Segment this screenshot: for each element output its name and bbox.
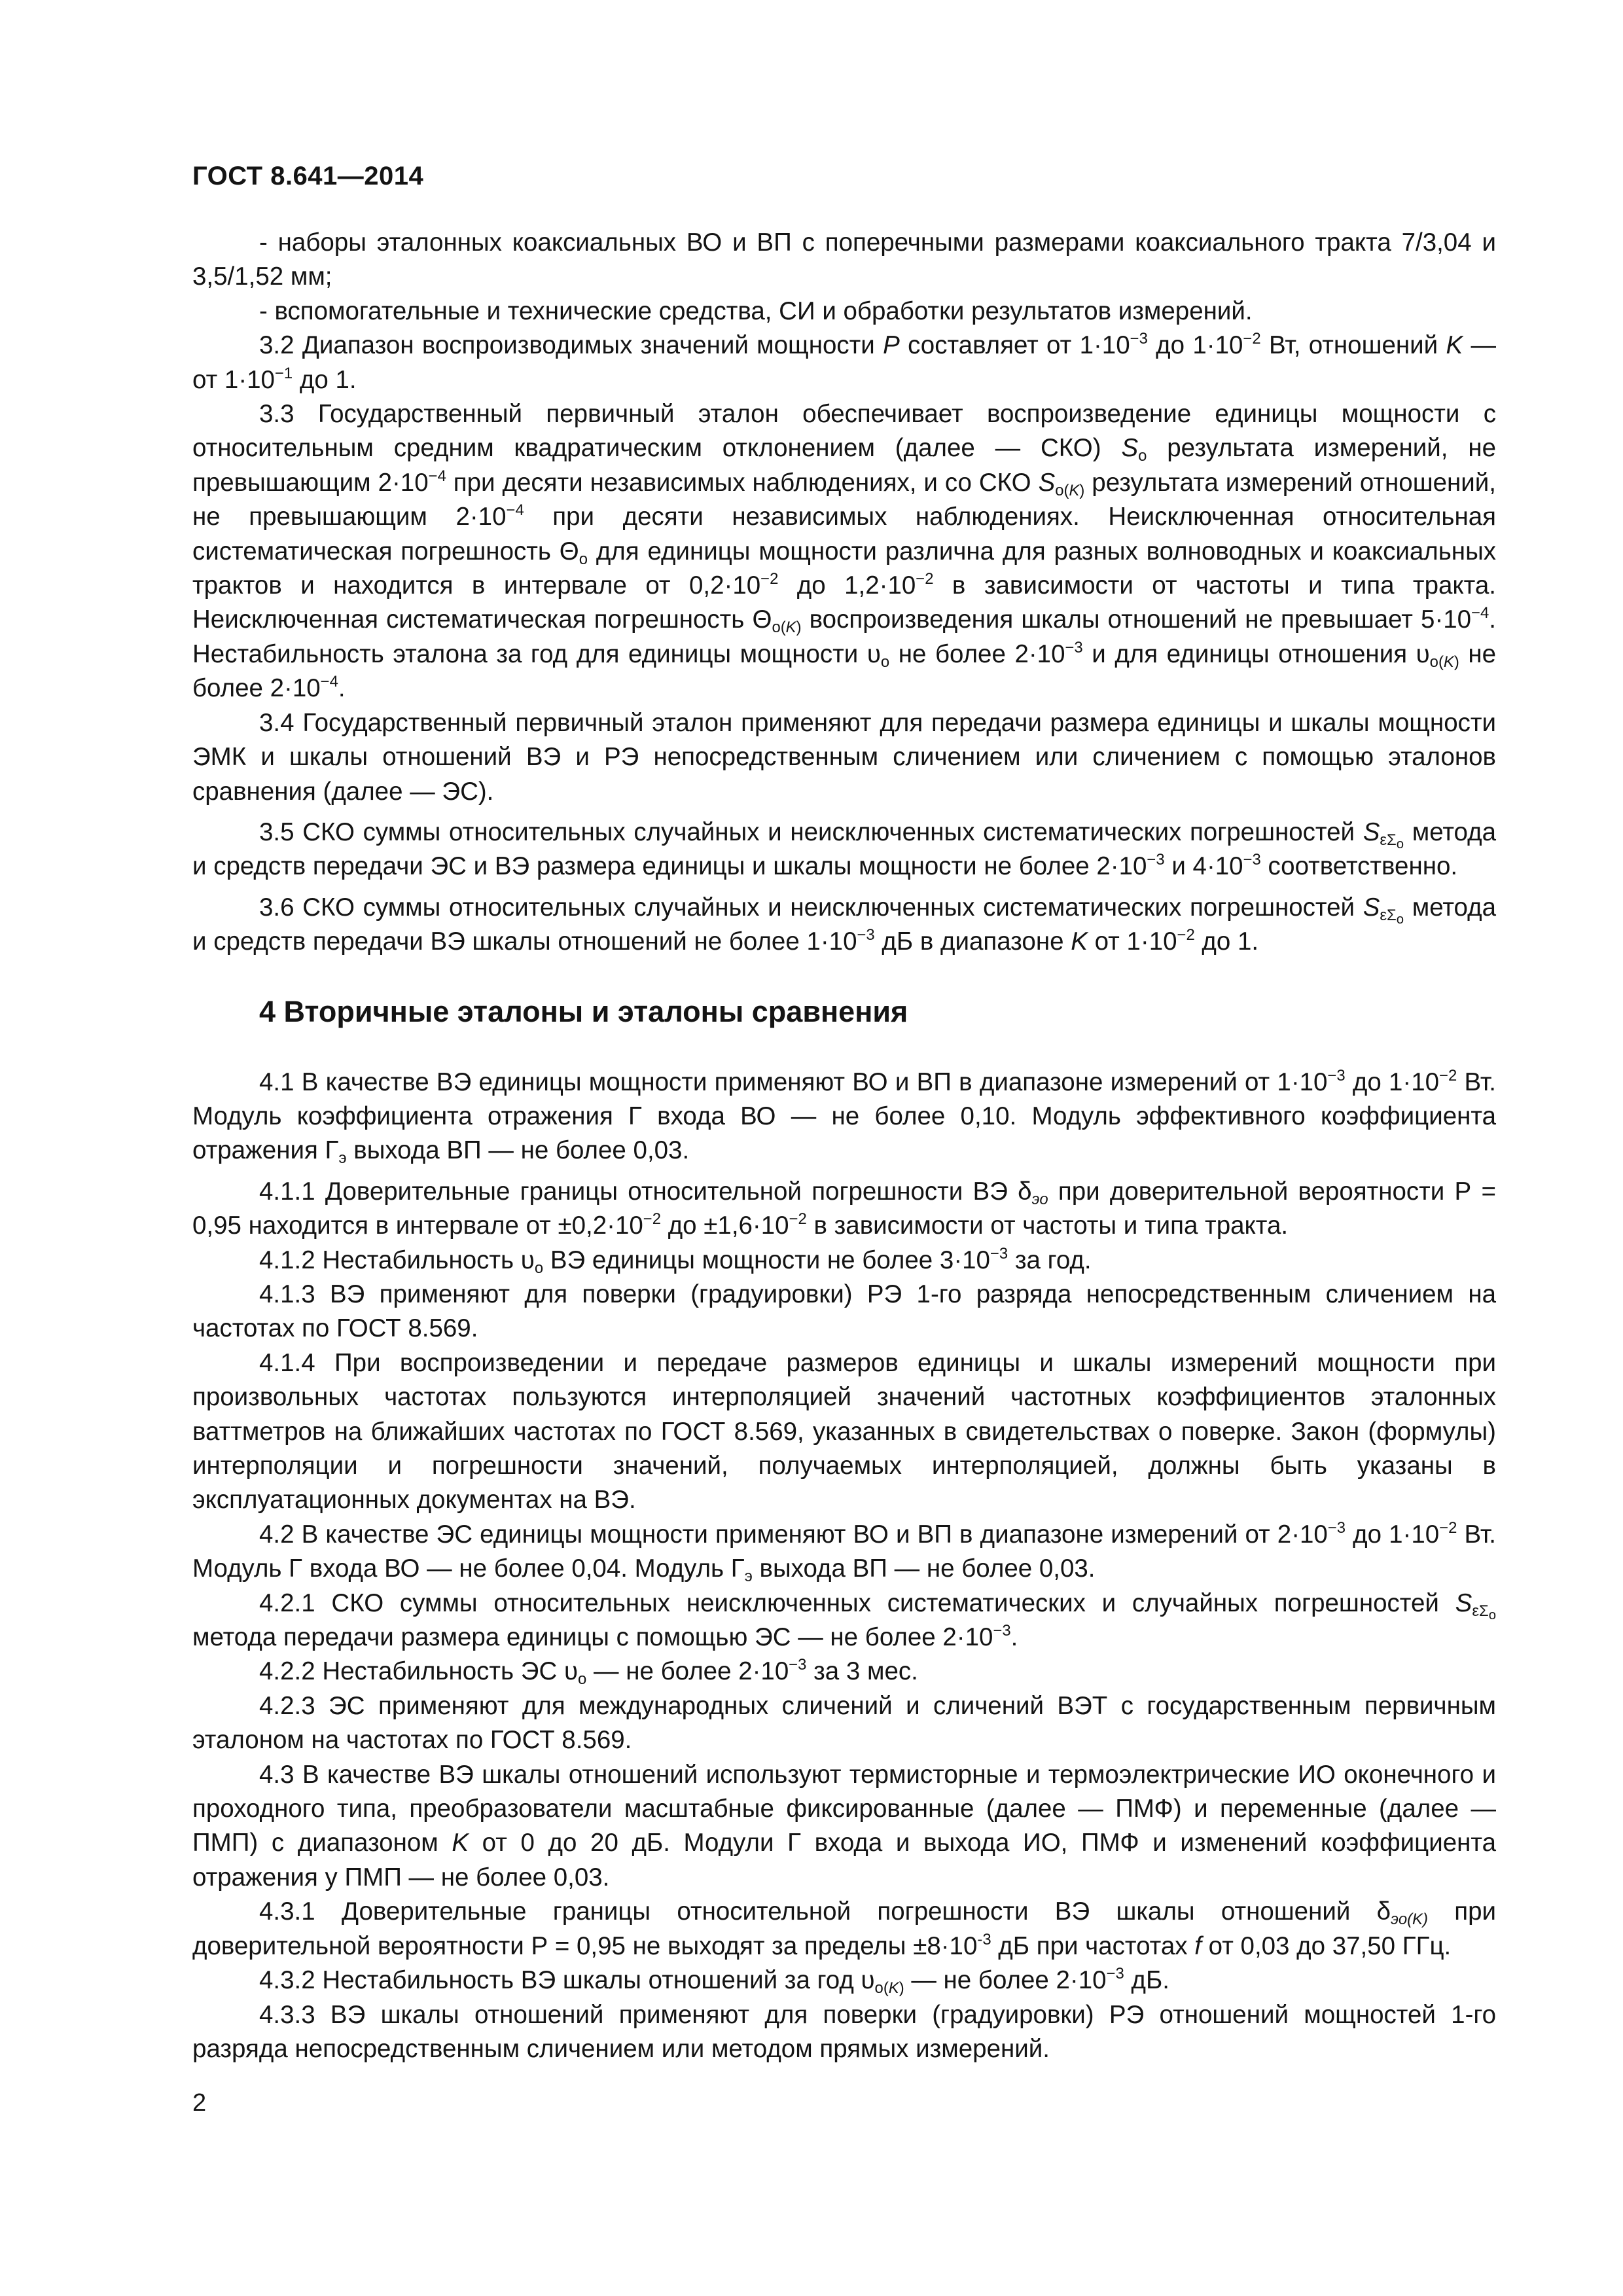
document-header: ГОСТ 8.641—2014: [192, 162, 424, 190]
section-4-heading: 4 Вторичные эталоны и эталоны сравнения: [259, 994, 908, 1028]
paragraph-p5: 3.4 Государственный первичный эталон применяют для передачи размера единицы и шкалы мощности ЭМК и шкалы отношений ВЭ и РЭ непосредственным сличением или сличением с помощью эталонов сравнения (далее — ЭС).: [192, 708, 1496, 806]
paragraph-p1: - наборы эталонных коаксиальных ВО и ВП с поперечными размерами коаксиального тракта 7/3,04 и 3,5/1,52 мм;: [192, 228, 1496, 291]
paragraph-q3: 4.1.2 Нестабильность $\upsilon_о$ ВЭ единицы мощности не более $3\cdot 10^{-3}$ за год.: [259, 1244, 1092, 1277]
paragraph-q13: 4.3.3 ВЭ шкалы отношений применяют для поверки (градуировки) РЭ отношений мощностей 1-го разряда непосредственным сличением или методом прямых измерений.: [192, 2000, 1496, 2063]
paragraph-p6: 3.5 СКО суммы относительных случайных и неисключенных систематических погрешностей $S_{\varepsilon\Sigma_о}$ метода и средств передачи ЭС и ВЭ размера единицы и шкалы мощности не более $2\cdot 10^{-3}$ и $4\cdot 10^{-3}$ соответственно.: [192, 817, 1496, 881]
paragraph-q9: 4.2.3 ЭС применяют для международных сличений и сличений ВЭТ с государственным первичным эталоном на частотах по ГОСТ 8.569.: [192, 1691, 1496, 1755]
section-4-body: [192, 1066, 1496, 2067]
document-body: [192, 226, 1496, 2066]
paragraph-q2: 4.1.1 Доверительные границы относительной погрешности ВЭ $\delta_{эо}$ при доверительной вероятности Р = 0,95 находится в интервале от $\pm 0,2\cdot 10^{-2}$ до $\pm 1,6\cdot 10^{-2}$ в зависимости от частоты и типа тракта.: [192, 1177, 1496, 1240]
paragraph-q12: 4.3.2 Нестабильность ВЭ шкалы отношений за год $\upsilon_{о(K)}$ — не более $2\cdot 10^{-3}$ дБ.: [259, 1965, 1169, 1998]
paragraph-q6: 4.2 В качестве ЭС единицы мощности применяют ВО и ВП в диапазоне измерений от $2\cdot 10^{-3}$ до $1\cdot 10^{-2}$ Вт. Модуль Г входа ВО — не более 0,04. Модуль $Г_э$ выхода ВП — не более 0,03.: [192, 1519, 1496, 1586]
paragraph-p7: 3.6 СКО суммы относительных случайных и неисключенных систематических погрешностей $S_{\varepsilon\Sigma_о}$ метода и средств передачи ВЭ шкалы отношений не более $1\cdot 10^{-3}$ дБ в диапазоне K от $1\cdot 10^{-2}$ до 1.: [192, 893, 1496, 956]
paragraph-q7: 4.2.1 СКО суммы относительных неисключенных систематических и случайных погрешностей $S_{\varepsilon\Sigma_о}$ метода передачи размера единицы с помощью ЭС — не более $2\cdot 10^{-3}$.: [192, 1588, 1496, 1652]
paragraph-p3: 3.2 Диапазон воспроизводимых значений мощности P составляет от $1\cdot 10^{-3}$ до $1\cdot 10^{-2}$ Вт, отношений K — от $1\cdot 10^{-1}$ до 1.: [192, 330, 1496, 394]
paragraph-p4: 3.3 Государственный первичный эталон обеспечивает воспроизведение единицы мощности с относительным средним квадратическим отклонением (далее — СКО) $S_о$ результата измерений, не превышающим $2\cdot 10^{-4}$ при десяти независимых наблюдениях, и со СКО $S_{о(K)}$ результата измерений отношений, не превышающим $2\cdot 10^{-4}$ при десяти независимых наблюдениях. Неисключенная относительная систематическая погрешность $\Theta_о$ для единицы мощности различна для разных волноводных и коаксиальных трактов и находится в интервале от $0,2\cdot 10^{-2}$ до $1,2\cdot 10^{-2}$ в зависимости от частоты и типа тракта. Неисключенная систематическая погрешность $\Theta_{о(K)}$ воспроизведения шкалы отношений не превышает $5\cdot 10^{-4}$. Нестабильность эталона за год для единицы мощности $\upsilon_о$ не более $2\cdot 10^{-3}$ и для единицы отношения $\upsilon_{о(K)}$ не более $2\cdot 10^{-4}$.: [192, 400, 1497, 703]
paragraph-q8: 4.2.2 Нестабильность ЭС $\upsilon_о$ — не более $2\cdot 10^{-3}$ за 3 мес.: [259, 1656, 918, 1689]
paragraph-q1: 4.1 В качестве ВЭ единицы мощности применяют ВО и ВП в диапазоне измерений от $1\cdot 10^{-3}$ до $1\cdot 10^{-2}$ Вт. Модуль коэффициента отражения Г входа ВО — не более 0,10. Модуль эффективного коэффициента отражения $Г_э$ выхода ВП — не более 0,03.: [192, 1066, 1496, 1168]
paragraph-q11: 4.3.1 Доверительные границы относительной погрешности ВЭ шкалы отношений $\delta_{эо(K)}$ при доверительной вероятности Р = 0,95 не выходят за пределы $\pm 8\cdot 10^{-3}$ дБ при частотах f от 0,03 до 37,50 ГГц.: [192, 1897, 1496, 1960]
paragraph-q4: 4.1.3 ВЭ применяют для поверки (градуировки) РЭ 1-го разряда непосредственным сличением на частотах по ГОСТ 8.569.: [192, 1280, 1496, 1343]
page-number: 2: [192, 2089, 207, 2117]
section-3-continuation: [192, 226, 1496, 960]
paragraph-q5: 4.1.4 При воспроизведении и передаче размеров единицы и шкалы измерений мощности при произвольных частотах пользуются интерполяцией значений частотных коэффициентов эталонных ваттметров на ближайших частотах по ГОСТ 8.569, указанных в свидетельствах о поверке. Закон (формулы) интерполяции и погрешности значений, получаемых интерполяцией, должны быть указаны в эксплуатационных документах на ВЭ.: [192, 1348, 1496, 1515]
paragraph-q10: 4.3 В качестве ВЭ шкалы отношений используют термисторные и термоэлектрические ИО оконечного и проходного типа, преобразователи масштабные фиксированные (далее — ПМФ) и переменные (далее — ПМП) с диапазоном K от 0 до 20 дБ. Модули Г входа и выхода ИО, ПМФ и изменений коэффициента отражения у ПМП — не более 0,03.: [192, 1760, 1496, 1892]
paragraph-p2: - вспомогательные и технические средства, СИ и обработки результатов измерений.: [259, 296, 1253, 325]
